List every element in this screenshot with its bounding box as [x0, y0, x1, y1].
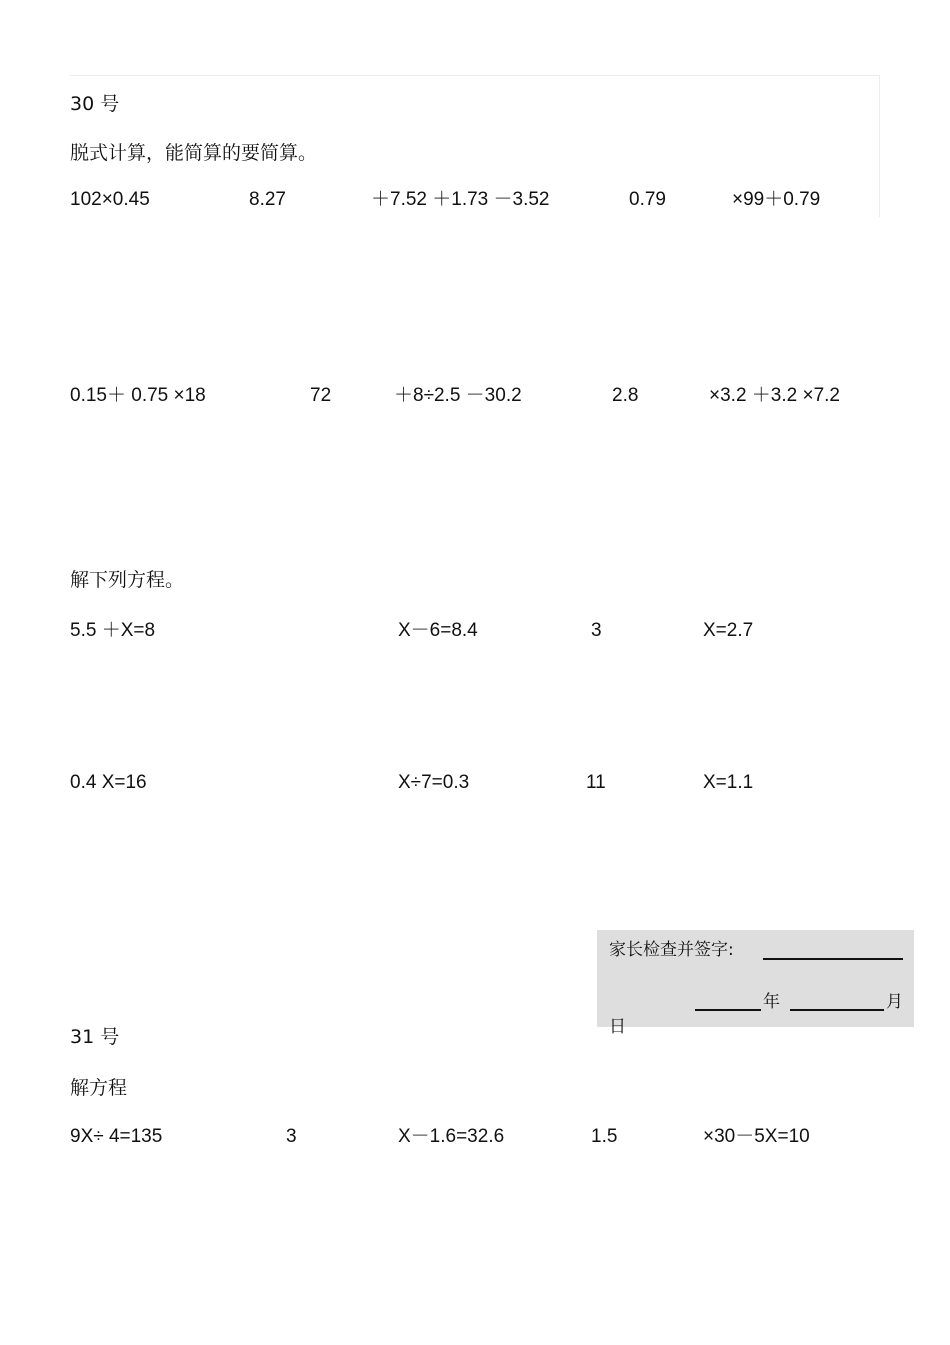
equation-row1-item3: 3 [591, 620, 602, 641]
parent-signature-box [597, 930, 914, 1037]
day31-equation-item4: 1.5 [591, 1126, 618, 1147]
signature-line[interactable] [763, 958, 903, 960]
page-frame-right-border [879, 75, 880, 217]
calc-row1-item5: ×99＋0.79 [732, 189, 821, 210]
equation-instruction: 解下列方程。 [70, 569, 185, 591]
calc-row2-item1: 0.15＋ 0.75 ×18 [70, 385, 206, 406]
day31-equation-item5: ×30－5X=10 [703, 1126, 810, 1147]
page-frame-top-border [70, 75, 880, 76]
day31-heading: 31 号 [70, 1026, 120, 1048]
calc-row2-item4: 2.8 [612, 385, 639, 406]
calc-row2-item5: ×3.2 ＋3.2 ×7.2 [709, 385, 840, 406]
equation-row2-item1: 0.4 X=16 [70, 772, 147, 793]
day30-heading: 30 号 [70, 93, 120, 115]
equation-row2-item4: X=1.1 [703, 772, 754, 793]
equation-row2-item3: 11 [586, 772, 606, 793]
calc-row1-item1: 102×0.45 [70, 189, 150, 210]
equation-row1-item1: 5.5 ＋X=8 [70, 620, 156, 641]
year-line[interactable] [695, 1009, 761, 1011]
day-label: 日 [609, 1017, 626, 1037]
calc-row2-item2: 72 [310, 385, 332, 406]
equation-row1-item4: X=2.7 [703, 620, 754, 641]
month-line[interactable] [790, 1009, 884, 1011]
equation-row2-item2: X÷7=0.3 [398, 772, 470, 793]
calc-row1-item4: 0.79 [629, 189, 666, 210]
signature-label: 家长检查并签字: [609, 940, 734, 960]
calc-row1-item3: ＋7.52 ＋1.73 －3.52 [371, 189, 550, 210]
day31-instruction: 解方程 [70, 1077, 128, 1099]
calc-row1-item2: 8.27 [249, 189, 286, 210]
year-label: 年 [763, 992, 780, 1012]
day31-equation-item3: X－1.6=32.6 [398, 1126, 505, 1147]
month-label: 月 [886, 992, 903, 1012]
day31-equation-item1: 9X÷ 4=135 [70, 1126, 163, 1147]
equation-row1-item2: X－6=8.4 [398, 620, 478, 641]
calc-instruction: 脱式计算，能简算的要简算。 [70, 142, 318, 164]
calc-row2-item3: ＋8÷2.5 －30.2 [394, 385, 522, 406]
day31-equation-item2: 3 [286, 1126, 297, 1147]
